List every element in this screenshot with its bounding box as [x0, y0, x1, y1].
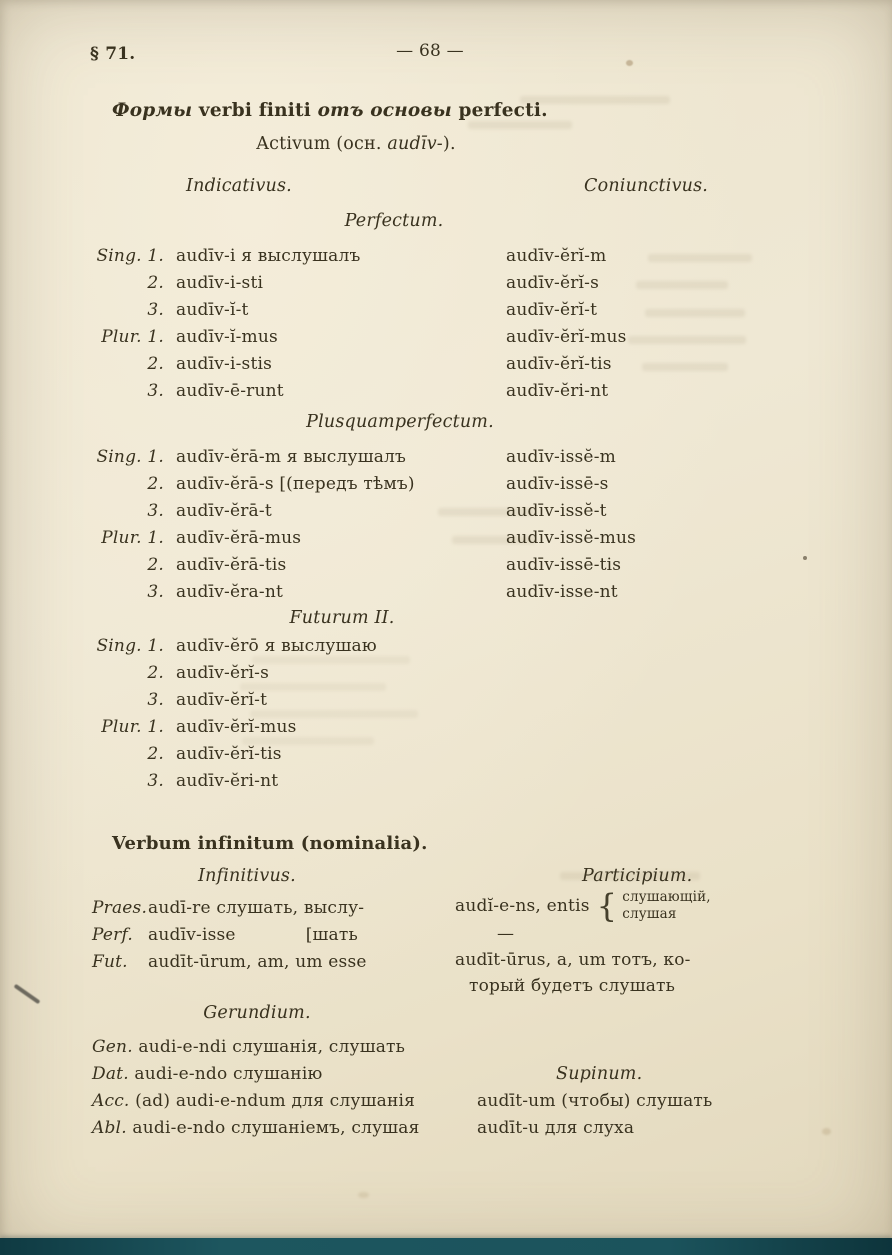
indicative-form: audīv-ĕrĭ-tis	[176, 744, 282, 764]
title-segment: Формы	[112, 100, 193, 121]
conjunctive-form: audīv-ĕrĭ-m	[506, 246, 607, 266]
gerundium-heading: Gerundium.	[203, 1003, 311, 1023]
supinum-heading: Supinum.	[556, 1064, 643, 1084]
gerund-row	[92, 1115, 420, 1142]
participle-form-line: audīt-ūrus, a, um тотъ, ко-	[455, 950, 691, 970]
hyphenation-carry: [шать	[305, 925, 358, 945]
indicative-form: audīv-ĕrā-s [(передъ тѣмъ)	[176, 474, 415, 494]
supine-form: audīt-um (чтобы) слушать	[477, 1091, 713, 1111]
person-number-label: 2.	[147, 663, 164, 683]
participle-translation: слушающій,	[622, 889, 711, 905]
bleedthrough-mark	[642, 363, 728, 371]
indicative-form: audīv-ĕrĭ-mus	[176, 717, 297, 737]
indicative-form: audīv-ĕrō я выслушаю	[176, 636, 377, 656]
indicative-form: audīv-ĕrĭ-t	[176, 690, 268, 710]
gerund-row	[92, 1034, 420, 1061]
case-label: Acc.	[92, 1091, 130, 1111]
person-number-label: 2.	[147, 474, 164, 494]
conjugation-row	[92, 525, 636, 552]
section-mark: § 71.	[90, 44, 136, 64]
indicative-form: audīv-ĕra-nt	[176, 582, 283, 602]
tense-label: Praes.	[92, 898, 148, 918]
futurum2-table	[92, 633, 506, 795]
participle-perfectum-dash: —	[497, 924, 515, 944]
scan-bottom-edge	[0, 1238, 892, 1255]
infinitive-form: audī-re слушать, выслу-	[148, 898, 365, 918]
indicative-form: audīv-ē-runt	[176, 381, 284, 401]
foxing-spot	[358, 1192, 369, 1198]
brace-glyph: {	[596, 886, 618, 925]
plusquamperfectum-table	[92, 444, 636, 606]
gerund-row	[92, 1088, 420, 1115]
person-number-label: 2.	[147, 744, 164, 764]
title-segment: verbi finiti	[192, 100, 318, 121]
indicative-form: audīv-ĭ-mus	[176, 327, 278, 347]
conjugation-row	[92, 471, 636, 498]
conjugation-row	[92, 444, 636, 471]
indicative-form: audīv-ĕrĭ-s	[176, 663, 270, 683]
conjugation-row	[92, 270, 627, 297]
participle-futurum	[455, 948, 691, 999]
conjunctive-form: audīv-ĕri-nt	[506, 381, 609, 401]
infinitive-form: audīv-isse	[148, 925, 236, 945]
person-number-label: Sing. 1.	[96, 636, 164, 656]
case-label: Abl.	[92, 1118, 127, 1138]
conjugation-row	[92, 351, 627, 378]
activum-segment: Activum (осн.	[256, 134, 388, 154]
conjunctive-form: audīv-issĕ-mus	[506, 528, 637, 548]
conjugation-row	[92, 297, 627, 324]
participle-translation: слушая	[622, 905, 677, 922]
infinitive-row	[92, 949, 367, 976]
indicative-form: audīv-i я выслушалъ	[176, 246, 361, 266]
conjugation-row	[92, 768, 506, 795]
conjunctive-form: audīv-ĕrĭ-s	[506, 273, 600, 293]
conjunctive-form: audīv-ĕrĭ-t	[506, 300, 598, 320]
participle-translations	[622, 889, 711, 923]
plusquamperfectum-heading: Plusquamperfectum.	[306, 412, 494, 432]
conjugation-row	[92, 324, 627, 351]
conjugation-row	[92, 243, 627, 270]
bleedthrough-mark	[468, 121, 572, 129]
conjugation-row	[92, 498, 636, 525]
activum-heading	[0, 134, 712, 154]
gerund-form: audi-e-ndo слушаніемъ, слушая	[132, 1118, 420, 1138]
conjunctive-form: audīv-issĕ-t	[506, 501, 607, 521]
infinitive-form: audīt-ūrum, am, um esse	[148, 952, 367, 972]
foxing-spot	[822, 1128, 831, 1135]
page-title	[112, 100, 548, 121]
person-number-label: Plur. 1.	[101, 717, 164, 737]
perfectum-table	[92, 243, 627, 405]
infinitive-row	[92, 895, 367, 922]
case-label: Dat.	[92, 1064, 129, 1084]
person-number-label: 2.	[147, 354, 164, 374]
person-number-label: Plur. 1.	[101, 528, 164, 548]
conjugation-row	[92, 633, 506, 660]
person-number-label: Plur. 1.	[101, 327, 164, 347]
title-segment: отъ основы	[317, 100, 452, 121]
case-label: Gen.	[92, 1037, 133, 1057]
verbum-infinitum-heading: Verbum infinitum (nominalia).	[112, 833, 428, 854]
infinitive-column-head: Infinitivus.	[198, 866, 296, 886]
ink-speck	[803, 556, 807, 560]
conjugation-row	[92, 741, 506, 768]
person-number-label: 3.	[147, 690, 164, 710]
person-number-label: 3.	[147, 381, 164, 401]
indicative-form: audīv-ĕrā-tis	[176, 555, 287, 575]
indicative-form: audīv-i-stis	[176, 354, 273, 374]
infinitive-table	[92, 895, 367, 976]
margin-pen-mark	[14, 984, 41, 1004]
indicative-form: audīv-ĕri-nt	[176, 771, 279, 791]
indicative-form: audīv-ĭ-t	[176, 300, 249, 320]
indicative-column-head: Indicativus.	[186, 176, 292, 196]
futurum2-heading: Futurum II.	[289, 608, 395, 628]
conjugation-row	[92, 579, 636, 606]
conjunctive-column-head: Coniunctivus.	[584, 176, 709, 196]
person-number-label: Sing. 1.	[96, 246, 164, 266]
conjunctive-form: audīv-isse-nt	[506, 582, 618, 602]
conjunctive-form: audīv-issē-tis	[506, 555, 622, 575]
bleedthrough-mark	[645, 309, 745, 317]
indicative-form: audīv-ĕrā-t	[176, 501, 272, 521]
activum-stem: audīv-	[387, 134, 443, 154]
conjugation-row	[92, 378, 627, 405]
page-number: — 68 —	[396, 41, 464, 61]
person-number-label: 2.	[147, 555, 164, 575]
person-number-label: 3.	[147, 771, 164, 791]
participle-form-line: торый будетъ слушать	[469, 975, 676, 996]
indicative-form: audīv-ĕrā-mus	[176, 528, 302, 548]
gerund-form: audi-e-ndi слушанія, слушать	[138, 1037, 406, 1057]
conjunctive-form: audīv-issĕ-m	[506, 447, 616, 467]
conjugation-row	[92, 660, 506, 687]
supine-form: audīt-u для слуха	[477, 1118, 635, 1138]
bleedthrough-mark	[648, 254, 752, 262]
conjugation-row	[92, 552, 636, 579]
activum-segment: ).	[442, 134, 456, 154]
gerundium-table	[92, 1034, 420, 1142]
bleedthrough-mark	[636, 281, 728, 289]
conjunctive-form: audīv-ĕrĭ-tis	[506, 354, 612, 374]
person-number-label: 3.	[147, 501, 164, 521]
person-number-label: Sing. 1.	[96, 447, 164, 467]
conjugation-row	[92, 687, 506, 714]
title-segment: perfecti.	[451, 100, 548, 121]
participle-column-head: Participium.	[582, 866, 693, 886]
participle-praesens	[455, 886, 711, 925]
perfectum-heading: Perfectum.	[344, 211, 444, 231]
participle-form: audĭ-e-ns, entis	[455, 895, 590, 916]
gerund-row	[92, 1061, 420, 1088]
gerund-form: (ad) audi-e-ndum для слушанія	[135, 1091, 416, 1111]
person-number-label: 3.	[147, 300, 164, 320]
person-number-label: 3.	[147, 582, 164, 602]
bleedthrough-mark	[628, 336, 746, 344]
gerund-form: audi-e-ndo слушанію	[134, 1064, 323, 1084]
conjunctive-form: audīv-ĕrĭ-mus	[506, 327, 627, 347]
tense-label: Perf.	[92, 925, 133, 945]
person-number-label: 2.	[147, 273, 164, 293]
conjunctive-form: audīv-issē-s	[506, 474, 609, 494]
conjugation-row	[92, 714, 506, 741]
indicative-form: audīv-ĕrā-m я выслушалъ	[176, 447, 407, 467]
indicative-form: audīv-i-sti	[176, 273, 264, 293]
tense-label: Fut.	[92, 952, 128, 972]
infinitive-row	[92, 922, 367, 949]
